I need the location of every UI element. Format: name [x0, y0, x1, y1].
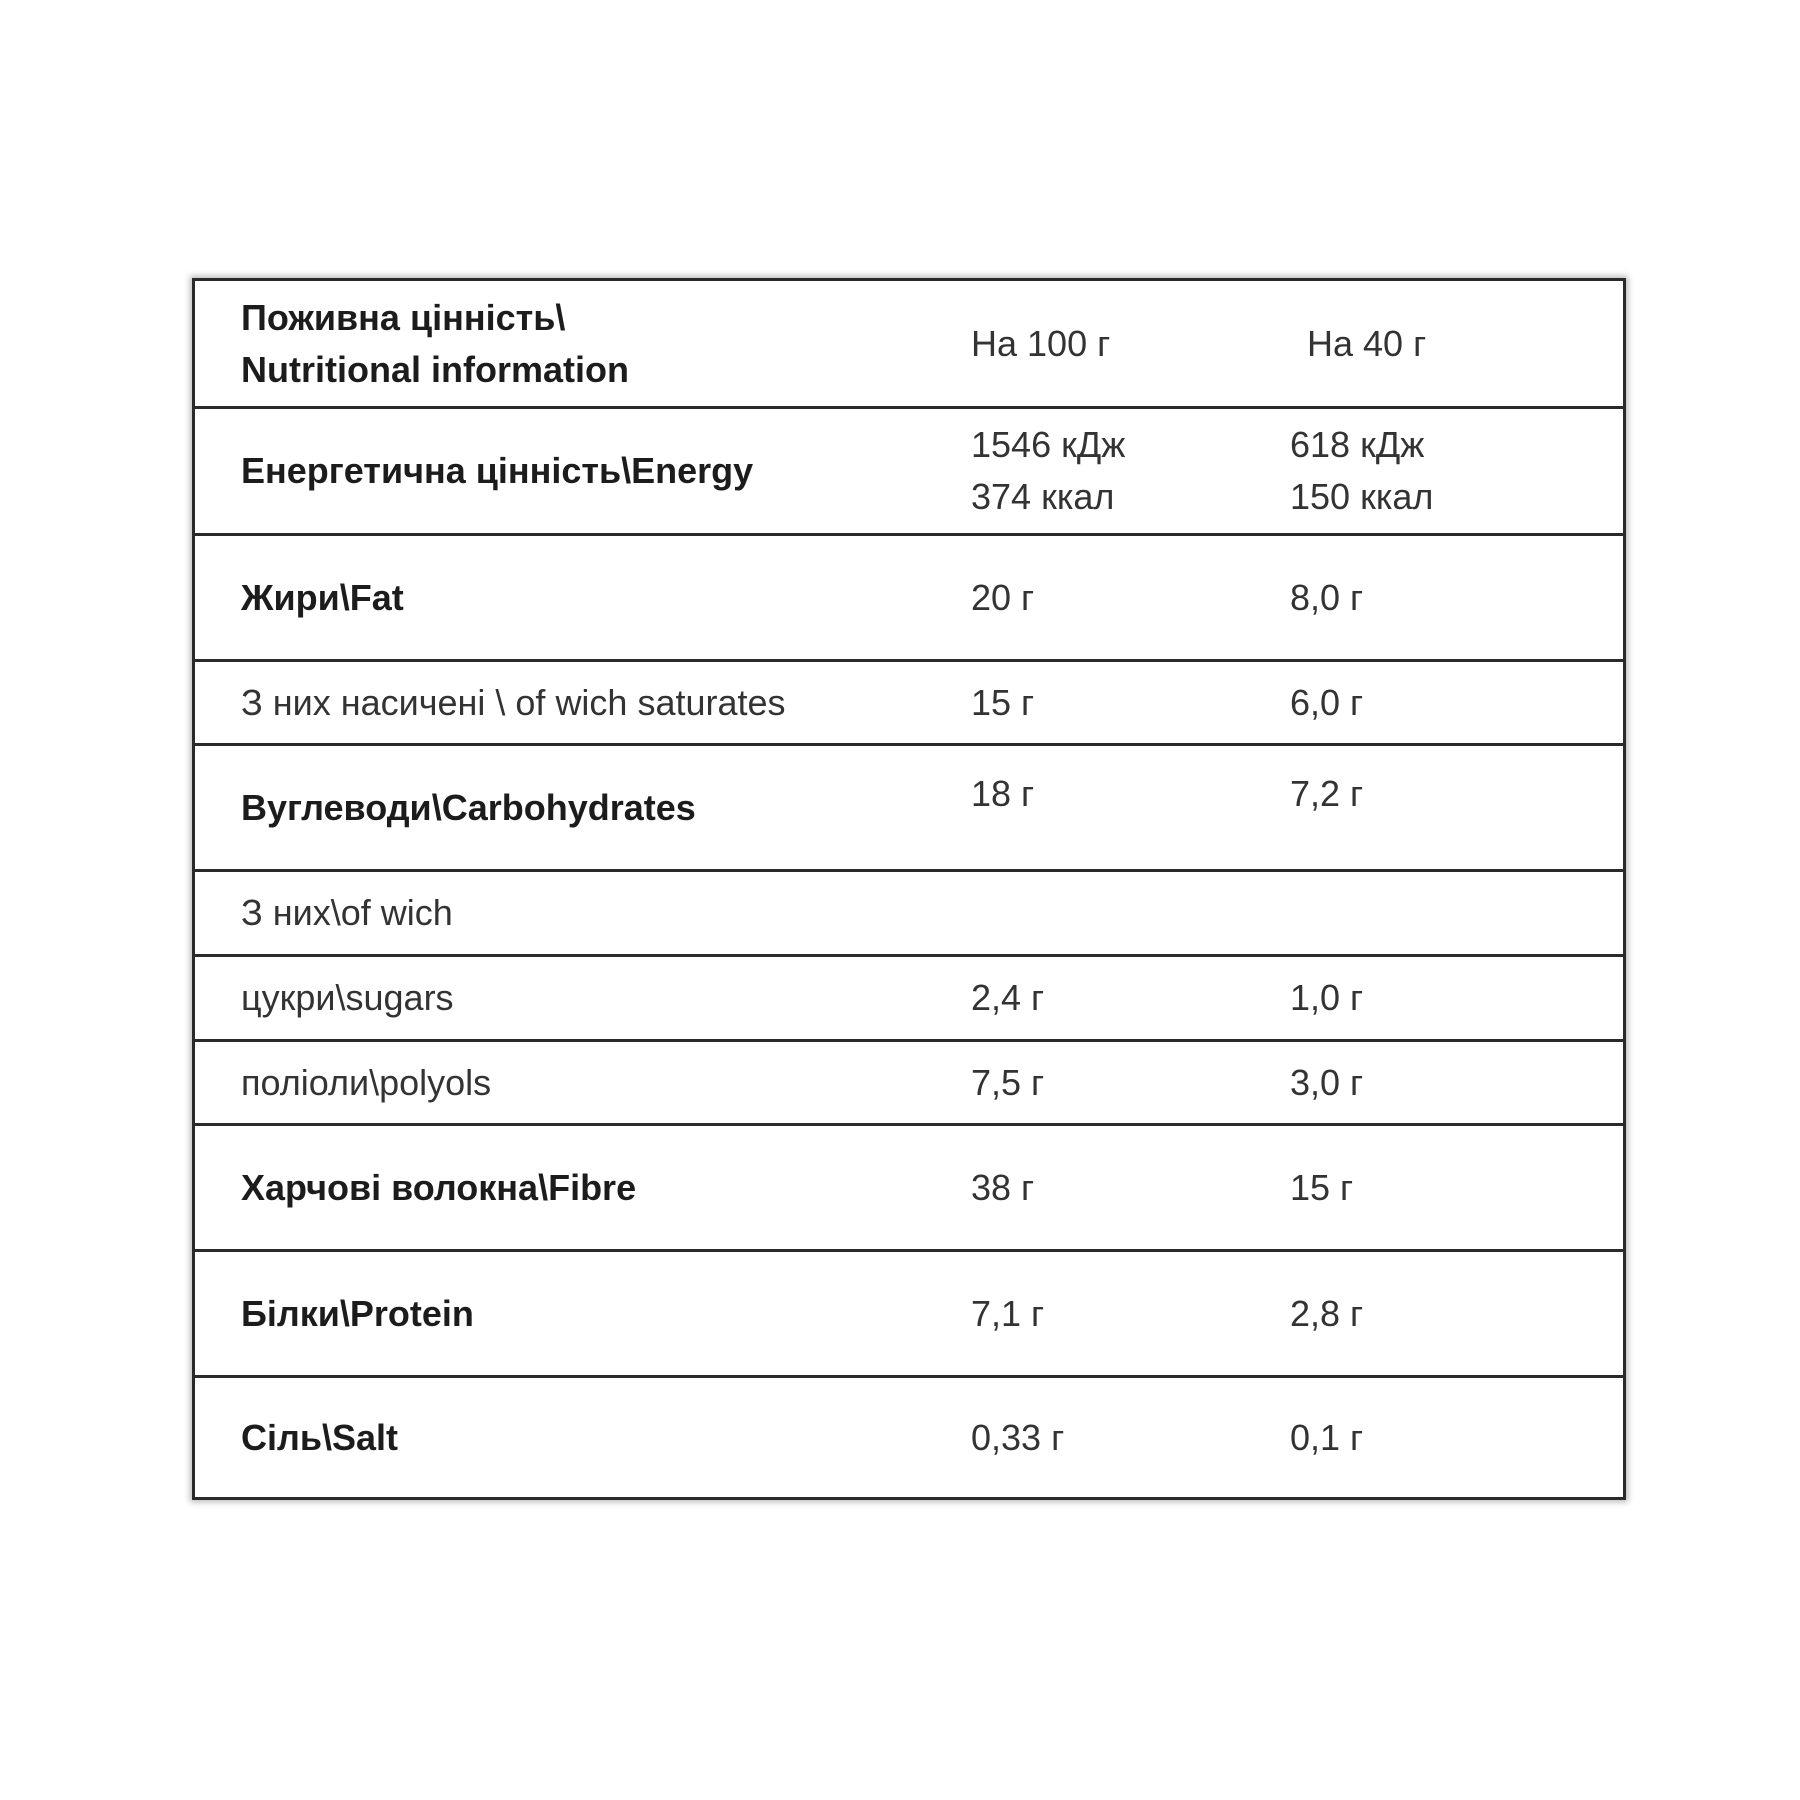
energy-kj-100g: 1546 кДж: [971, 424, 1126, 465]
energy-kcal-40g: 150 ккал: [1290, 476, 1434, 517]
value-per-40g: 3,0 г: [1290, 1061, 1364, 1103]
column-header-100g: На 100 г: [971, 322, 1111, 364]
value-per-100g: 0,33 г: [971, 1416, 1065, 1458]
value-per-40g: 8,0 г: [1290, 576, 1364, 618]
table-row-energy: [195, 406, 1623, 533]
table-row-fat: [195, 533, 1623, 659]
table-row-of-which: [195, 869, 1623, 954]
row-label: Вуглеводи\Carbohydrates: [241, 786, 696, 828]
row-label: Сіль\Salt: [241, 1416, 399, 1458]
value-per-100g: 7,1 г: [971, 1292, 1045, 1334]
value-per-100g: 20 г: [971, 576, 1035, 618]
value-per-40g: 0,1 г: [1290, 1416, 1364, 1458]
value-per-100g: 7,5 г: [971, 1061, 1045, 1103]
row-label: З них\of wich: [241, 892, 453, 933]
table-row-sugars: [195, 954, 1623, 1039]
row-label: цукри\sugars: [241, 977, 454, 1018]
table-row-protein: [195, 1249, 1623, 1375]
value-per-40g: [1290, 419, 1433, 523]
row-label: З них насичені \ of wich saturates: [241, 681, 786, 723]
value-per-40g: 15 г: [1290, 1166, 1354, 1208]
row-label: Жири\Fat: [241, 576, 404, 618]
table-row-carbohydrates: [195, 743, 1623, 869]
table-header-row: [195, 281, 1623, 406]
value-per-100g: 2,4 г: [971, 977, 1045, 1018]
value-per-40g: 6,0 г: [1290, 681, 1364, 723]
table-title: [241, 292, 629, 396]
title-line-1: Поживна цінність\: [241, 296, 566, 338]
row-label: Енергетична цінність\Energy: [241, 450, 754, 491]
column-header-40g: На 40 г: [1307, 322, 1427, 364]
value-per-100g: 18 г: [971, 773, 1035, 814]
title-line-2: Nutritional information: [241, 348, 629, 390]
row-label: Білки\Protein: [241, 1292, 474, 1334]
table-row-salt: [195, 1375, 1623, 1497]
energy-kcal-100g: 374 ккал: [971, 476, 1115, 517]
table-row-fibre: [195, 1123, 1623, 1249]
value-per-40g: 1,0 г: [1290, 977, 1364, 1018]
row-label: поліоли\polyols: [241, 1061, 492, 1103]
value-per-100g: [971, 419, 1125, 523]
row-label: Харчові волокна\Fibre: [241, 1166, 637, 1208]
value-per-40g: 2,8 г: [1290, 1292, 1364, 1334]
value-per-40g: 7,2 г: [1290, 773, 1364, 814]
value-per-100g: 38 г: [971, 1166, 1035, 1208]
table-row-polyols: [195, 1039, 1623, 1123]
energy-kj-40g: 618 кДж: [1290, 424, 1425, 465]
table-row-saturates: [195, 659, 1623, 743]
nutrition-table: [192, 278, 1626, 1500]
value-per-100g: 15 г: [971, 681, 1035, 723]
